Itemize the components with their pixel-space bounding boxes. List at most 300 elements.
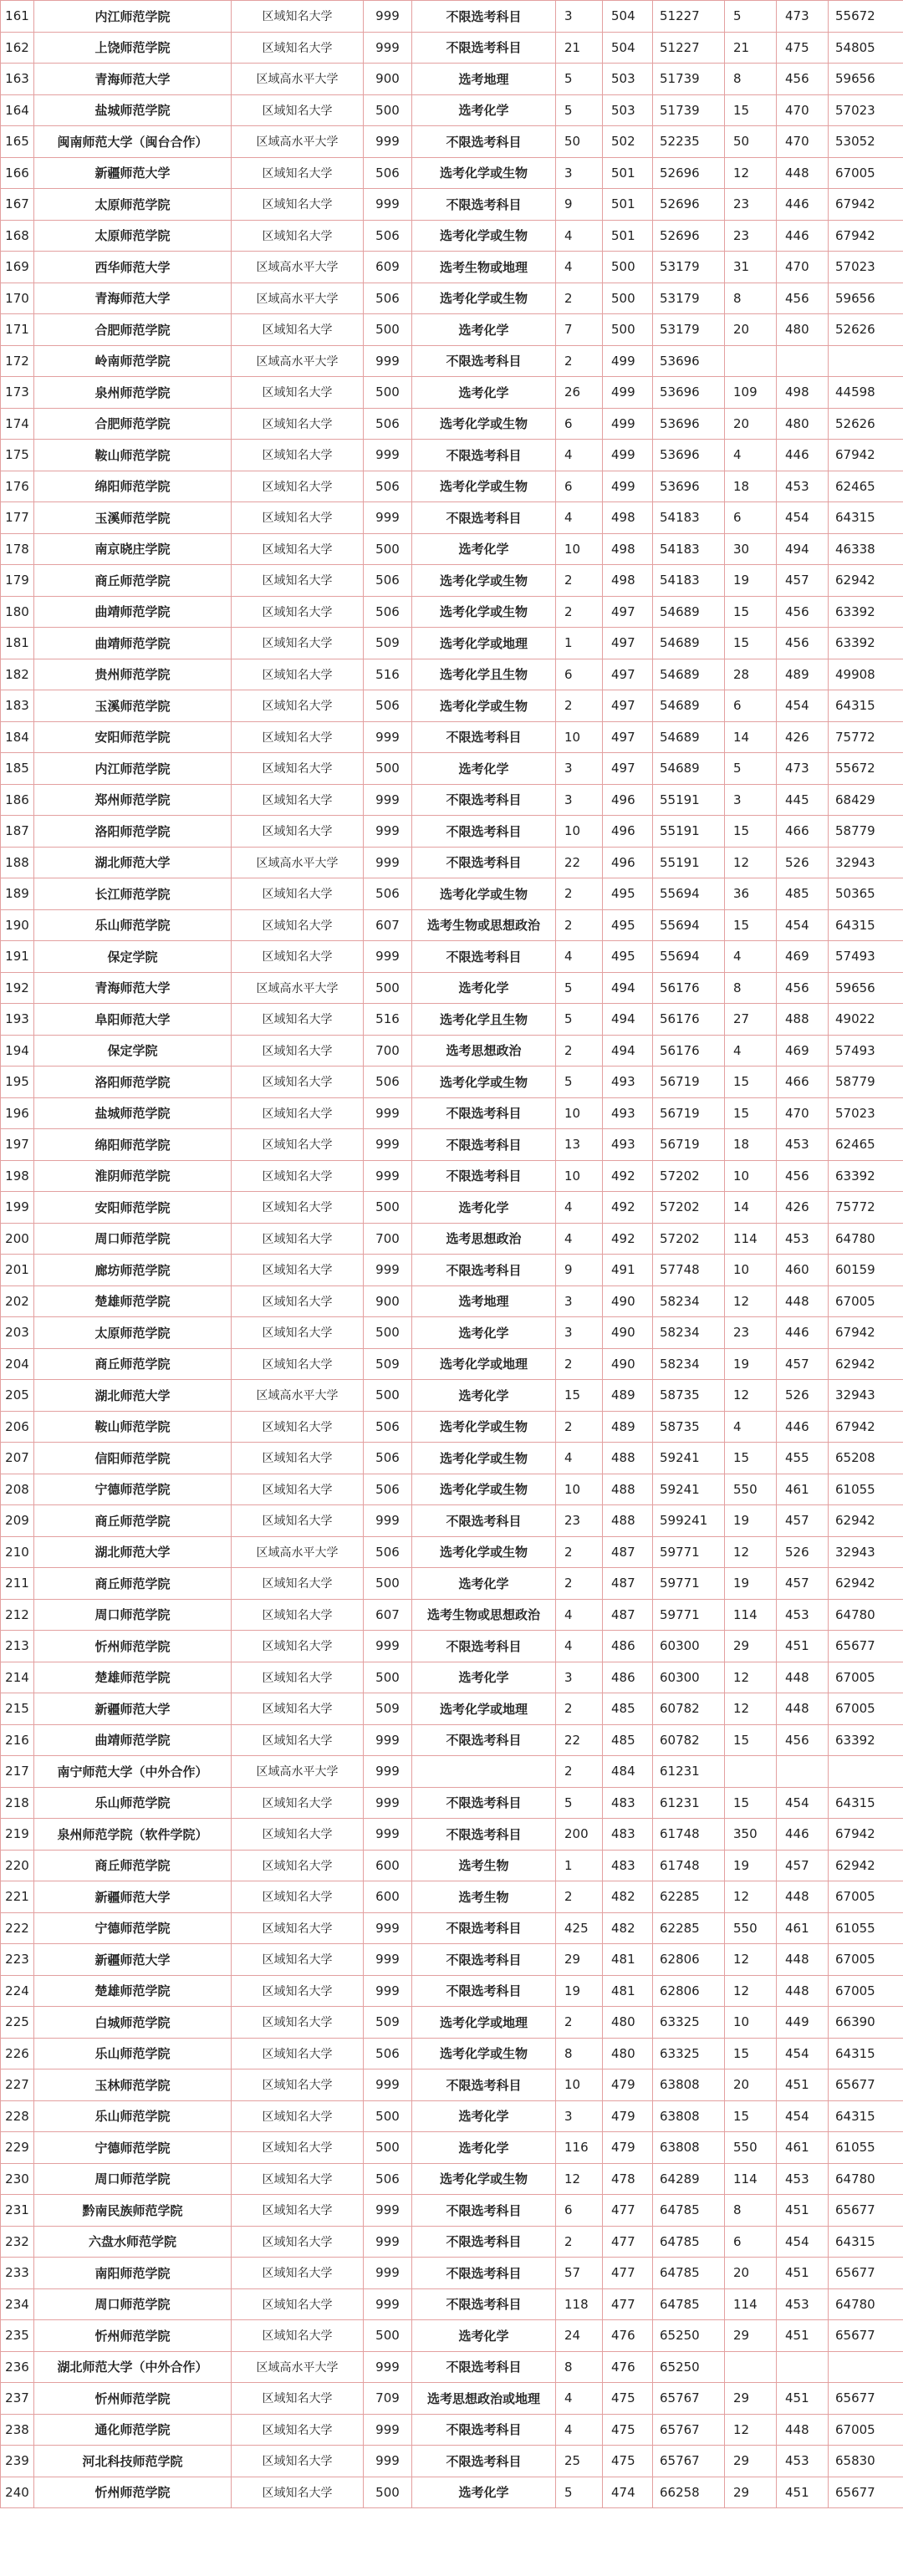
min-rank-cell: 55694: [653, 878, 725, 910]
avg-rank-cell: 64780: [829, 2288, 903, 2320]
school-type-cell: 区域知名大学: [232, 878, 364, 910]
subject-requirement-cell: 不限选考科目: [412, 502, 556, 534]
total-plan-cell: 15: [725, 628, 777, 659]
table-row: [1, 1975, 903, 2007]
avg-score-cell: 470: [777, 94, 829, 126]
avg-score-cell: 448: [777, 1881, 829, 1913]
total-plan-cell: 10: [725, 1255, 777, 1286]
total-plan-cell: 12: [725, 1881, 777, 1913]
school-name-cell: 洛阳师范学院: [34, 816, 232, 848]
min-rank-cell: 59241: [653, 1443, 725, 1474]
plan-count-cell: 6: [556, 2195, 603, 2227]
row-number-cell: 217: [1, 1756, 34, 1788]
subject-requirement-cell: 不限选考科目: [412, 2226, 556, 2258]
school-type-cell: 区域高水平大学: [232, 972, 364, 1004]
avg-rank-cell: 32943: [829, 1380, 903, 1412]
total-plan-cell: 15: [725, 909, 777, 941]
avg-score-cell: 454: [777, 502, 829, 534]
school-name-cell: 新疆师范大学: [34, 1944, 232, 1976]
min-rank-cell: 64289: [653, 2163, 725, 2195]
table-row: [1, 2414, 903, 2446]
subject-requirement-cell: 选考化学: [412, 2100, 556, 2132]
subject-requirement-cell: 选考化学或生物: [412, 878, 556, 910]
table-row: [1, 1067, 903, 1098]
school-type-cell: 区域知名大学: [232, 94, 364, 126]
min-score-cell: 490: [603, 1317, 653, 1349]
school-type-cell: 区域知名大学: [232, 1067, 364, 1098]
min-rank-cell: 54689: [653, 721, 725, 753]
total-plan-cell: 15: [725, 1443, 777, 1474]
plan-count-cell: 6: [556, 471, 603, 502]
min-score-cell: 475: [603, 2383, 653, 2415]
avg-rank-cell: 67005: [829, 2414, 903, 2446]
subject-requirement-cell: 选考地理: [412, 64, 556, 95]
total-plan-cell: 15: [725, 1067, 777, 1098]
min-rank-cell: 63808: [653, 2132, 725, 2164]
avg-score-cell: 457: [777, 565, 829, 597]
plan-count-cell: 10: [556, 533, 603, 565]
min-score-cell: 495: [603, 909, 653, 941]
table-row: [1, 972, 903, 1004]
row-number-cell: 165: [1, 126, 34, 158]
avg-rank-cell: 64315: [829, 2100, 903, 2132]
total-plan-cell: 15: [725, 1724, 777, 1756]
table-row: [1, 2258, 903, 2289]
school-name-cell: 湖北师范大学（中外合作）: [34, 2351, 232, 2383]
group-code-cell: 500: [364, 1317, 412, 1349]
plan-count-cell: 10: [556, 1474, 603, 1505]
school-name-cell: 新疆师范大学: [34, 1693, 232, 1725]
table-row: [1, 252, 903, 283]
table-row: [1, 2383, 903, 2415]
group-code-cell: 500: [364, 377, 412, 409]
avg-score-cell: 469: [777, 1035, 829, 1067]
table-row: [1, 1787, 903, 1819]
plan-count-cell: 8: [556, 2351, 603, 2383]
school-name-cell: 安阳师范学院: [34, 1192, 232, 1224]
min-score-cell: 493: [603, 1067, 653, 1098]
row-number-cell: 187: [1, 816, 34, 848]
min-rank-cell: 53696: [653, 345, 725, 377]
min-rank-cell: 59771: [653, 1536, 725, 1568]
row-number-cell: 220: [1, 1850, 34, 1881]
school-name-cell: 鞍山师范学院: [34, 1411, 232, 1443]
table-row: [1, 157, 903, 189]
row-number-cell: 223: [1, 1944, 34, 1976]
min-score-cell: 476: [603, 2351, 653, 2383]
school-name-cell: 商丘师范学院: [34, 565, 232, 597]
avg-rank-cell: 65677: [829, 2258, 903, 2289]
row-number-cell: 179: [1, 565, 34, 597]
avg-score-cell: 526: [777, 1380, 829, 1412]
avg-rank-cell: 55672: [829, 1, 903, 33]
group-code-cell: 607: [364, 909, 412, 941]
plan-count-cell: 425: [556, 1912, 603, 1944]
school-type-cell: 区域高水平大学: [232, 1380, 364, 1412]
row-number-cell: 204: [1, 1348, 34, 1380]
avg-score-cell: 446: [777, 1819, 829, 1851]
subject-requirement-cell: 不限选考科目: [412, 2195, 556, 2227]
school-name-cell: 宁德师范学院: [34, 1474, 232, 1505]
min-score-cell: 500: [603, 252, 653, 283]
school-name-cell: 周口师范学院: [34, 1599, 232, 1631]
avg-score-cell: 446: [777, 440, 829, 471]
min-score-cell: 480: [603, 2007, 653, 2039]
total-plan-cell: 28: [725, 659, 777, 690]
school-type-cell: 区域知名大学: [232, 1881, 364, 1913]
min-score-cell: 502: [603, 126, 653, 158]
total-plan-cell: 20: [725, 314, 777, 346]
school-name-cell: 宁德师范学院: [34, 1912, 232, 1944]
min-score-cell: 497: [603, 628, 653, 659]
min-rank-cell: 53696: [653, 440, 725, 471]
avg-score-cell: 451: [777, 2258, 829, 2289]
avg-score-cell: 456: [777, 1160, 829, 1192]
school-type-cell: 区域知名大学: [232, 784, 364, 816]
min-rank-cell: 58735: [653, 1411, 725, 1443]
row-number-cell: 230: [1, 2163, 34, 2195]
plan-count-cell: 2: [556, 565, 603, 597]
min-score-cell: 477: [603, 2195, 653, 2227]
table-row: [1, 847, 903, 878]
school-name-cell: 商丘师范学院: [34, 1850, 232, 1881]
table-row: [1, 2069, 903, 2101]
subject-requirement-cell: 不限选考科目: [412, 816, 556, 848]
row-number-cell: 181: [1, 628, 34, 659]
school-name-cell: 通化师范学院: [34, 2414, 232, 2446]
avg-score-cell: 461: [777, 1912, 829, 1944]
table-row: [1, 1443, 903, 1474]
avg-score-cell: 470: [777, 126, 829, 158]
subject-requirement-cell: 不限选考科目: [412, 345, 556, 377]
min-rank-cell: 61231: [653, 1756, 725, 1788]
min-rank-cell: 52696: [653, 189, 725, 221]
min-score-cell: 476: [603, 2320, 653, 2352]
min-rank-cell: 54689: [653, 596, 725, 628]
min-rank-cell: 65250: [653, 2320, 725, 2352]
total-plan-cell: 29: [725, 2383, 777, 2415]
school-name-cell: 贵州师范学院: [34, 659, 232, 690]
plan-count-cell: 2: [556, 1881, 603, 1913]
group-code-cell: 506: [364, 408, 412, 440]
row-number-cell: 192: [1, 972, 34, 1004]
avg-score-cell: 473: [777, 1, 829, 33]
avg-rank-cell: 65208: [829, 1443, 903, 1474]
avg-score-cell: 453: [777, 2163, 829, 2195]
avg-score-cell: 454: [777, 909, 829, 941]
school-type-cell: 区域知名大学: [232, 1223, 364, 1255]
avg-rank-cell: 61055: [829, 1912, 903, 1944]
avg-score-cell: 456: [777, 64, 829, 95]
min-score-cell: 499: [603, 377, 653, 409]
min-rank-cell: 60300: [653, 1631, 725, 1662]
subject-requirement-cell: 不限选考科目: [412, 1787, 556, 1819]
plan-count-cell: 21: [556, 32, 603, 64]
school-name-cell: 合肥师范学院: [34, 314, 232, 346]
min-rank-cell: 57748: [653, 1255, 725, 1286]
plan-count-cell: 57: [556, 2258, 603, 2289]
row-number-cell: 239: [1, 2446, 34, 2477]
table-row: [1, 408, 903, 440]
avg-rank-cell: 57023: [829, 1097, 903, 1129]
plan-count-cell: 5: [556, 1067, 603, 1098]
avg-rank-cell: 63392: [829, 628, 903, 659]
school-type-cell: 区域知名大学: [232, 1411, 364, 1443]
table-row: [1, 1693, 903, 1725]
avg-rank-cell: 67005: [829, 1975, 903, 2007]
min-score-cell: 492: [603, 1192, 653, 1224]
min-score-cell: 482: [603, 1912, 653, 1944]
min-score-cell: 501: [603, 189, 653, 221]
row-number-cell: 200: [1, 1223, 34, 1255]
school-name-cell: 保定学院: [34, 941, 232, 973]
subject-requirement-cell: 选考生物: [412, 1850, 556, 1881]
avg-rank-cell: 65677: [829, 2320, 903, 2352]
avg-score-cell: 449: [777, 2007, 829, 2039]
min-rank-cell: 53696: [653, 408, 725, 440]
row-number-cell: 221: [1, 1881, 34, 1913]
avg-rank-cell: 67005: [829, 157, 903, 189]
min-score-cell: 494: [603, 1004, 653, 1036]
min-score-cell: 481: [603, 1944, 653, 1976]
min-rank-cell: 56176: [653, 972, 725, 1004]
avg-rank-cell: [829, 345, 903, 377]
table-row: [1, 690, 903, 722]
group-code-cell: 999: [364, 1, 412, 33]
table-row: [1, 1004, 903, 1036]
group-code-cell: 500: [364, 533, 412, 565]
row-number-cell: 176: [1, 471, 34, 502]
subject-requirement-cell: 选考化学: [412, 314, 556, 346]
group-code-cell: 999: [364, 1505, 412, 1537]
total-plan-cell: 3: [725, 784, 777, 816]
school-type-cell: 区域知名大学: [232, 2226, 364, 2258]
plan-count-cell: 2: [556, 345, 603, 377]
avg-score-cell: 446: [777, 1411, 829, 1443]
school-type-cell: 区域知名大学: [232, 2132, 364, 2164]
avg-score-cell: 448: [777, 1662, 829, 1693]
group-code-cell: 500: [364, 1662, 412, 1693]
avg-score-cell: 453: [777, 1129, 829, 1161]
total-plan-cell: 8: [725, 64, 777, 95]
plan-count-cell: 25: [556, 2446, 603, 2477]
group-code-cell: 900: [364, 64, 412, 95]
subject-requirement-cell: 选考化学: [412, 2477, 556, 2508]
school-type-cell: 区域知名大学: [232, 1850, 364, 1881]
plan-count-cell: 5: [556, 972, 603, 1004]
group-code-cell: 999: [364, 1975, 412, 2007]
avg-score-cell: 453: [777, 1223, 829, 1255]
avg-score-cell: 448: [777, 2414, 829, 2446]
avg-score-cell: 457: [777, 1348, 829, 1380]
total-plan-cell: 5: [725, 753, 777, 785]
plan-count-cell: 2: [556, 1348, 603, 1380]
total-plan-cell: [725, 2351, 777, 2383]
subject-requirement-cell: 不限选考科目: [412, 784, 556, 816]
school-name-cell: 河北科技师范学院: [34, 2446, 232, 2477]
avg-score-cell: 451: [777, 1631, 829, 1662]
total-plan-cell: 12: [725, 2414, 777, 2446]
total-plan-cell: 27: [725, 1004, 777, 1036]
subject-requirement-cell: 选考化学: [412, 1568, 556, 1600]
row-number-cell: 184: [1, 721, 34, 753]
school-name-cell: 绵阳师范学院: [34, 1129, 232, 1161]
row-number-cell: 210: [1, 1536, 34, 1568]
avg-score-cell: 469: [777, 941, 829, 973]
avg-rank-cell: 52626: [829, 314, 903, 346]
min-rank-cell: 52696: [653, 220, 725, 252]
group-code-cell: 999: [364, 1097, 412, 1129]
subject-requirement-cell: 选考生物或思想政治: [412, 909, 556, 941]
school-name-cell: 太原师范学院: [34, 189, 232, 221]
avg-score-cell: 494: [777, 533, 829, 565]
row-number-cell: 203: [1, 1317, 34, 1349]
table-row: [1, 64, 903, 95]
group-code-cell: 999: [364, 189, 412, 221]
school-name-cell: 周口师范学院: [34, 1223, 232, 1255]
total-plan-cell: 15: [725, 816, 777, 848]
subject-requirement-cell: 选考化学或生物: [412, 2163, 556, 2195]
subject-requirement-cell: 不限选考科目: [412, 1975, 556, 2007]
plan-count-cell: 5: [556, 2477, 603, 2508]
group-code-cell: 500: [364, 1380, 412, 1412]
min-score-cell: 498: [603, 533, 653, 565]
subject-requirement-cell: 选考化学或生物: [412, 2038, 556, 2069]
avg-rank-cell: 64315: [829, 2226, 903, 2258]
total-plan-cell: 114: [725, 1599, 777, 1631]
table-row: [1, 1819, 903, 1851]
avg-rank-cell: 53052: [829, 126, 903, 158]
subject-requirement-cell: 不限选考科目: [412, 2351, 556, 2383]
min-score-cell: 489: [603, 1380, 653, 1412]
min-rank-cell: 55191: [653, 816, 725, 848]
total-plan-cell: 31: [725, 252, 777, 283]
group-code-cell: 999: [364, 1819, 412, 1851]
avg-rank-cell: [829, 1756, 903, 1788]
group-code-cell: 709: [364, 2383, 412, 2415]
subject-requirement-cell: 选考思想政治: [412, 1223, 556, 1255]
avg-rank-cell: 55672: [829, 753, 903, 785]
avg-rank-cell: 63392: [829, 596, 903, 628]
table-row: [1, 1380, 903, 1412]
min-score-cell: 475: [603, 2414, 653, 2446]
school-type-cell: 区域知名大学: [232, 1505, 364, 1537]
row-number-cell: 162: [1, 32, 34, 64]
subject-requirement-cell: 选考生物或地理: [412, 252, 556, 283]
row-number-cell: 173: [1, 377, 34, 409]
school-name-cell: 廊坊师范学院: [34, 1255, 232, 1286]
row-number-cell: 174: [1, 408, 34, 440]
table-row: [1, 2038, 903, 2069]
subject-requirement-cell: 选考化学且生物: [412, 1004, 556, 1036]
avg-score-cell: 480: [777, 314, 829, 346]
min-score-cell: 486: [603, 1631, 653, 1662]
min-score-cell: 487: [603, 1536, 653, 1568]
min-score-cell: 493: [603, 1097, 653, 1129]
subject-requirement-cell: 选考化学: [412, 1317, 556, 1349]
avg-score-cell: 498: [777, 377, 829, 409]
plan-count-cell: 8: [556, 2038, 603, 2069]
min-score-cell: 497: [603, 721, 653, 753]
total-plan-cell: 23: [725, 1317, 777, 1349]
subject-requirement-cell: 选考化学或生物: [412, 565, 556, 597]
school-name-cell: 郑州师范学院: [34, 784, 232, 816]
school-name-cell: 内江师范学院: [34, 1, 232, 33]
table-row: [1, 784, 903, 816]
avg-rank-cell: 59656: [829, 64, 903, 95]
school-type-cell: 区域知名大学: [232, 1693, 364, 1725]
group-code-cell: 506: [364, 157, 412, 189]
group-code-cell: 506: [364, 2038, 412, 2069]
avg-rank-cell: 62465: [829, 471, 903, 502]
plan-count-cell: 26: [556, 377, 603, 409]
school-name-cell: 周口师范学院: [34, 2163, 232, 2195]
avg-score-cell: 466: [777, 1067, 829, 1098]
avg-score-cell: 448: [777, 1693, 829, 1725]
plan-count-cell: 13: [556, 1129, 603, 1161]
subject-requirement-cell: 不限选考科目: [412, 1944, 556, 1976]
avg-score-cell: 426: [777, 721, 829, 753]
subject-requirement-cell: 选考化学: [412, 94, 556, 126]
group-code-cell: 999: [364, 816, 412, 848]
table-row: [1, 1662, 903, 1693]
total-plan-cell: 29: [725, 2477, 777, 2508]
min-score-cell: 504: [603, 32, 653, 64]
table-row: [1, 596, 903, 628]
min-rank-cell: 61231: [653, 1787, 725, 1819]
row-number-cell: 199: [1, 1192, 34, 1224]
school-type-cell: 区域高水平大学: [232, 1756, 364, 1788]
group-code-cell: 999: [364, 1631, 412, 1662]
subject-requirement-cell: 选考化学: [412, 377, 556, 409]
plan-count-cell: 10: [556, 1097, 603, 1129]
min-rank-cell: 57202: [653, 1160, 725, 1192]
row-number-cell: 229: [1, 2132, 34, 2164]
avg-score-cell: 461: [777, 1474, 829, 1505]
group-code-cell: 500: [364, 2320, 412, 2352]
subject-requirement-cell: 不限选考科目: [412, 1912, 556, 1944]
min-rank-cell: 52235: [653, 126, 725, 158]
avg-score-cell: 466: [777, 816, 829, 848]
min-score-cell: 500: [603, 283, 653, 314]
min-score-cell: 474: [603, 2477, 653, 2508]
table-row: [1, 628, 903, 659]
avg-rank-cell: 67942: [829, 220, 903, 252]
group-code-cell: 500: [364, 1568, 412, 1600]
min-score-cell: 488: [603, 1505, 653, 1537]
subject-requirement-cell: 不限选考科目: [412, 1819, 556, 1851]
table-row: [1, 2477, 903, 2508]
row-number-cell: 185: [1, 753, 34, 785]
school-type-cell: 区域知名大学: [232, 2288, 364, 2320]
avg-score-cell: 448: [777, 1944, 829, 1976]
plan-count-cell: 2: [556, 1411, 603, 1443]
school-name-cell: 西华师范大学: [34, 252, 232, 283]
row-number-cell: 171: [1, 314, 34, 346]
avg-rank-cell: 44598: [829, 377, 903, 409]
school-name-cell: 青海师范大学: [34, 64, 232, 95]
total-plan-cell: 50: [725, 126, 777, 158]
table-row: [1, 1348, 903, 1380]
school-type-cell: 区域知名大学: [232, 2038, 364, 2069]
school-name-cell: 玉溪师范学院: [34, 690, 232, 722]
avg-score-cell: 454: [777, 2226, 829, 2258]
group-code-cell: 999: [364, 502, 412, 534]
school-type-cell: 区域知名大学: [232, 690, 364, 722]
avg-rank-cell: 61055: [829, 2132, 903, 2164]
group-code-cell: 999: [364, 1912, 412, 1944]
avg-rank-cell: 67005: [829, 1662, 903, 1693]
